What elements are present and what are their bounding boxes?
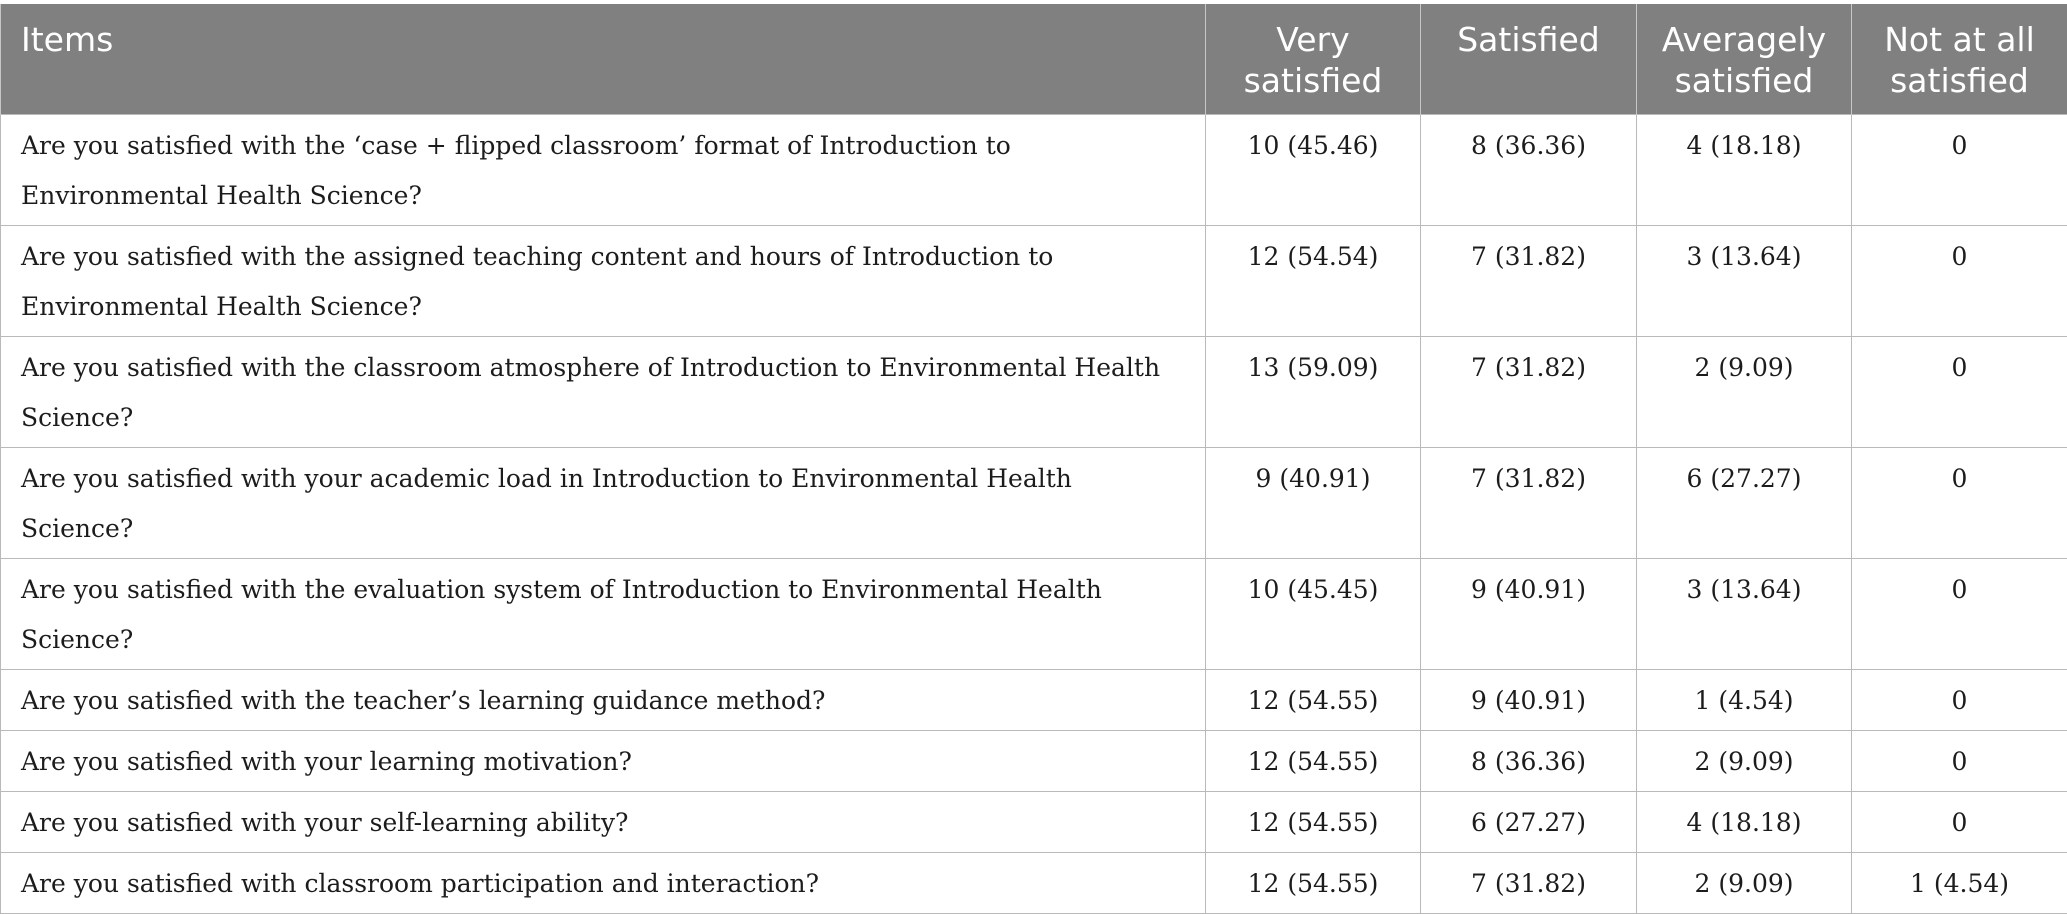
table-row — [1, 447, 2067, 558]
not-at-all-satisfied-cell: 0 — [1852, 336, 2067, 447]
item-cell: Are you satisfied with the ‘case + flipped classroom’ format of Introduction to Environmental Health Science? — [1, 114, 1206, 225]
averagely-satisfied-cell: 6 (27.27) — [1637, 447, 1852, 558]
satisfied-cell: 7 (31.82) — [1421, 447, 1637, 558]
header-averagely-satisfied: Averagely satisfied — [1637, 4, 1852, 114]
header-not-at-all-satisfied: Not at all satisfied — [1852, 4, 2067, 114]
header-satisfied: Satisfied — [1421, 4, 1637, 114]
satisfied-cell: 8 (36.36) — [1421, 114, 1637, 225]
not-at-all-satisfied-cell: 0 — [1852, 558, 2067, 669]
very-satisfied-cell: 12 (54.55) — [1206, 791, 1421, 852]
averagely-satisfied-cell: 4 (18.18) — [1637, 791, 1852, 852]
not-at-all-satisfied-cell: 1 (4.54) — [1852, 852, 2067, 913]
not-at-all-satisfied-cell: 0 — [1852, 225, 2067, 336]
satisfaction-table-container — [0, 4, 2067, 914]
averagely-satisfied-cell: 1 (4.54) — [1637, 669, 1852, 730]
very-satisfied-cell: 12 (54.54) — [1206, 225, 1421, 336]
averagely-satisfied-cell: 3 (13.64) — [1637, 225, 1852, 336]
item-cell: Are you satisfied with your learning motivation? — [1, 730, 1206, 791]
very-satisfied-cell: 10 (45.46) — [1206, 114, 1421, 225]
averagely-satisfied-cell: 2 (9.09) — [1637, 336, 1852, 447]
table-row — [1, 336, 2067, 447]
table-row — [1, 225, 2067, 336]
table-row — [1, 558, 2067, 669]
not-at-all-satisfied-cell: 0 — [1852, 114, 2067, 225]
satisfied-cell: 7 (31.82) — [1421, 225, 1637, 336]
item-cell: Are you satisfied with your academic load in Introduction to Environmental Health Science? — [1, 447, 1206, 558]
table-row — [1, 791, 2067, 852]
satisfaction-table — [0, 4, 2067, 914]
very-satisfied-cell: 13 (59.09) — [1206, 336, 1421, 447]
not-at-all-satisfied-cell: 0 — [1852, 791, 2067, 852]
very-satisfied-cell: 9 (40.91) — [1206, 447, 1421, 558]
satisfied-cell: 9 (40.91) — [1421, 669, 1637, 730]
item-cell: Are you satisfied with classroom participation and interaction? — [1, 852, 1206, 913]
item-cell: Are you satisfied with the assigned teaching content and hours of Introduction to Environmental Health Science? — [1, 225, 1206, 336]
table-body — [1, 114, 2067, 913]
item-cell: Are you satisfied with your self-learning ability? — [1, 791, 1206, 852]
satisfied-cell: 6 (27.27) — [1421, 791, 1637, 852]
averagely-satisfied-cell: 2 (9.09) — [1637, 730, 1852, 791]
averagely-satisfied-cell: 3 (13.64) — [1637, 558, 1852, 669]
header-row — [1, 4, 2067, 114]
header-very-satisfied: Very satisfied — [1206, 4, 1421, 114]
not-at-all-satisfied-cell: 0 — [1852, 447, 2067, 558]
table-row — [1, 114, 2067, 225]
not-at-all-satisfied-cell: 0 — [1852, 669, 2067, 730]
not-at-all-satisfied-cell: 0 — [1852, 730, 2067, 791]
very-satisfied-cell: 12 (54.55) — [1206, 852, 1421, 913]
header-items: Items — [1, 4, 1206, 114]
very-satisfied-cell: 12 (54.55) — [1206, 669, 1421, 730]
table-header — [1, 4, 2067, 114]
satisfied-cell: 9 (40.91) — [1421, 558, 1637, 669]
satisfied-cell: 7 (31.82) — [1421, 852, 1637, 913]
averagely-satisfied-cell: 2 (9.09) — [1637, 852, 1852, 913]
very-satisfied-cell: 12 (54.55) — [1206, 730, 1421, 791]
table-row — [1, 852, 2067, 913]
very-satisfied-cell: 10 (45.45) — [1206, 558, 1421, 669]
table-row — [1, 669, 2067, 730]
item-cell: Are you satisfied with the classroom atmosphere of Introduction to Environmental Health Science? — [1, 336, 1206, 447]
satisfied-cell: 8 (36.36) — [1421, 730, 1637, 791]
item-cell: Are you satisfied with the teacher’s learning guidance method? — [1, 669, 1206, 730]
item-cell: Are you satisfied with the evaluation system of Introduction to Environmental Health Science? — [1, 558, 1206, 669]
satisfied-cell: 7 (31.82) — [1421, 336, 1637, 447]
averagely-satisfied-cell: 4 (18.18) — [1637, 114, 1852, 225]
